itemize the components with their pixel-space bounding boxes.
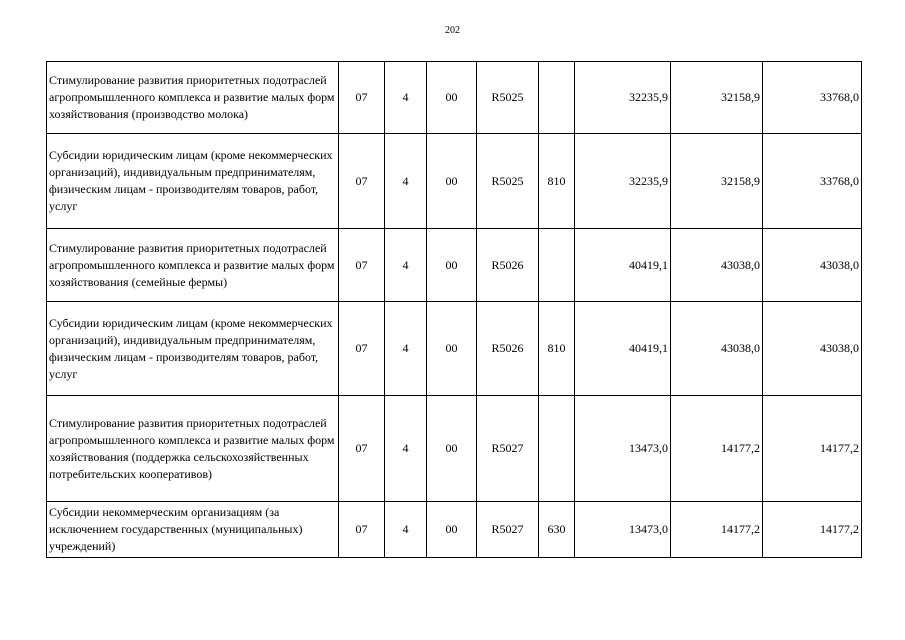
cell-amount-1: 40419,1 [575,229,671,302]
row-name: Стимулирование развития приоритетных подотраслей агропромышленного комплекса и развитие малых форм хозяйствования (производство молока) [47,62,339,134]
cell-program: 00 [427,134,477,229]
cell-program: 00 [427,229,477,302]
cell-amount-1: 32235,9 [575,134,671,229]
row-name: Субсидии юридическим лицам (кроме некоммерческих организаций), индивидуальным предпринимателям, физическим лицам - производителям товаров, работ, услуг [47,134,339,229]
cell-subsection: 4 [385,396,427,502]
cell-section: 07 [339,396,385,502]
cell-section: 07 [339,302,385,396]
cell-section: 07 [339,229,385,302]
cell-target-article: R5025 [477,62,539,134]
cell-amount-3: 14177,2 [763,396,862,502]
cell-subsection: 4 [385,302,427,396]
table-row [47,134,862,229]
cell-amount-3: 14177,2 [763,502,862,558]
cell-target-article: R5026 [477,302,539,396]
cell-amount-2: 14177,2 [671,396,763,502]
cell-target-article: R5026 [477,229,539,302]
cell-expense-type [539,229,575,302]
row-name: Субсидии юридическим лицам (кроме некоммерческих организаций), индивидуальным предпринимателям, физическим лицам - производителям товаров, работ, услуг [47,302,339,396]
cell-subsection: 4 [385,134,427,229]
cell-amount-2: 43038,0 [671,229,763,302]
cell-expense-type [539,62,575,134]
cell-expense-type: 630 [539,502,575,558]
cell-amount-3: 33768,0 [763,62,862,134]
row-name: Субсидии некоммерческим организациям (за исключением государственных (муниципальных) учреждений) [47,502,339,558]
cell-amount-3: 43038,0 [763,229,862,302]
row-name: Стимулирование развития приоритетных подотраслей агропромышленного комплекса и развитие малых форм хозяйствования (поддержка сельскохозяйственных потребительских кооперативов) [47,396,339,502]
cell-program: 00 [427,396,477,502]
cell-program: 00 [427,502,477,558]
budget-table [46,61,862,558]
cell-section: 07 [339,62,385,134]
cell-target-article: R5027 [477,502,539,558]
table-row [47,62,862,134]
cell-amount-1: 13473,0 [575,396,671,502]
cell-expense-type: 810 [539,302,575,396]
cell-section: 07 [339,134,385,229]
cell-program: 00 [427,302,477,396]
cell-expense-type [539,396,575,502]
cell-amount-1: 13473,0 [575,502,671,558]
cell-amount-1: 40419,1 [575,302,671,396]
cell-amount-2: 32158,9 [671,62,763,134]
cell-amount-2: 14177,2 [671,502,763,558]
cell-amount-3: 33768,0 [763,134,862,229]
row-name: Стимулирование развития приоритетных подотраслей агропромышленного комплекса и развитие малых форм хозяйствования (семейные фермы) [47,229,339,302]
table-row [47,502,862,558]
cell-target-article: R5025 [477,134,539,229]
cell-target-article: R5027 [477,396,539,502]
table-row [47,229,862,302]
cell-expense-type: 810 [539,134,575,229]
table-row [47,396,862,502]
cell-subsection: 4 [385,229,427,302]
cell-amount-3: 43038,0 [763,302,862,396]
cell-subsection: 4 [385,502,427,558]
table-row [47,302,862,396]
cell-amount-1: 32235,9 [575,62,671,134]
cell-amount-2: 32158,9 [671,134,763,229]
cell-section: 07 [339,502,385,558]
cell-amount-2: 43038,0 [671,302,763,396]
cell-subsection: 4 [385,62,427,134]
page-number: 202 [445,25,460,36]
cell-program: 00 [427,62,477,134]
